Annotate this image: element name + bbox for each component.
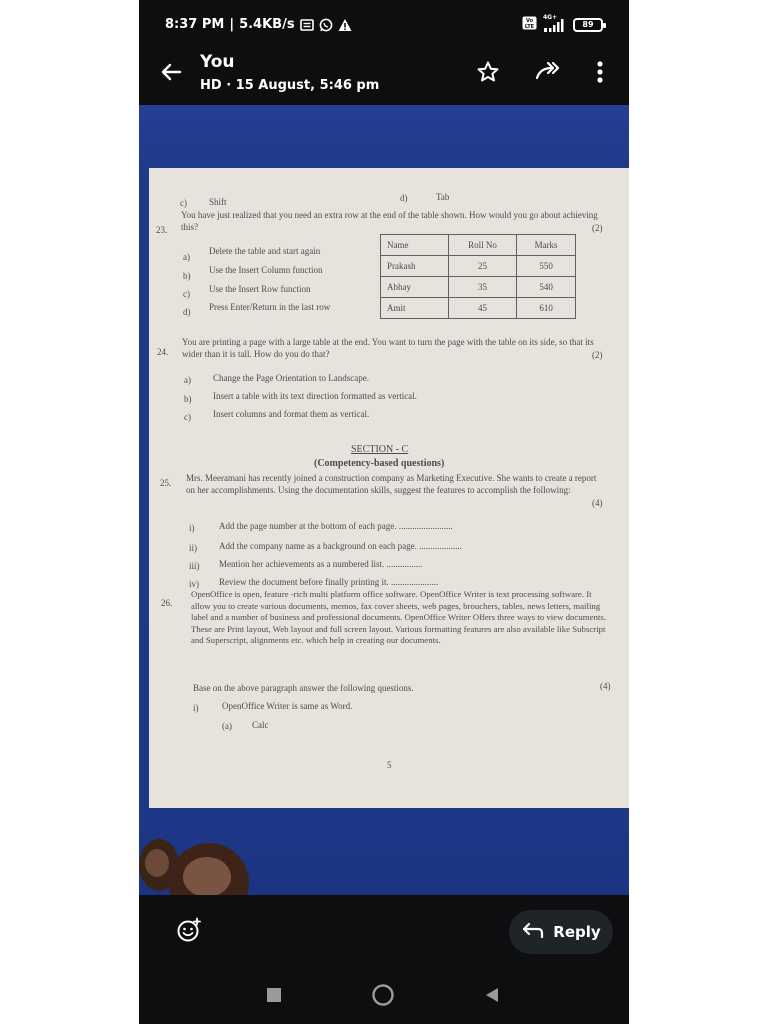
table-cell: 610 (517, 298, 576, 319)
option-text: Use the Insert Column function (209, 265, 323, 275)
item-key: iii) (189, 561, 200, 571)
status-separator: | (229, 17, 235, 32)
item-text: Add the page number at the bottom of each page. ........................ (219, 521, 453, 531)
more-options-button[interactable] (584, 58, 616, 90)
system-nav-bar (139, 970, 629, 1024)
table-header: Name (381, 235, 449, 256)
item-text: Add the company name as a background on each page. ................... (219, 541, 462, 551)
item-text: Mention her achievements as a numbered list. ................ (219, 559, 423, 569)
question-text: You have just realized that you need an extra row at the end of the table shown. How would you go about achieving this? (181, 210, 598, 232)
table-row (381, 298, 576, 319)
option-text: Calc (252, 720, 269, 730)
svg-text:LTE: LTE (524, 24, 535, 30)
option-text: Delete the table and start again (209, 246, 321, 256)
sender-name: You (200, 52, 235, 72)
reply-arrow-icon (521, 921, 545, 943)
option-key: a) (183, 252, 190, 262)
star-icon (476, 60, 500, 88)
status-left (165, 17, 352, 32)
whatsapp-media-viewer (139, 0, 629, 1024)
gallery-notification-icon (300, 18, 314, 32)
table-header: Marks (517, 235, 576, 256)
table-cell: 25 (448, 256, 516, 277)
network-speed: 5.4KB/s (239, 17, 295, 32)
exam-paper (149, 168, 629, 808)
option-key: c) (184, 412, 191, 422)
option-text: Press Enter/Return in the last row (209, 302, 331, 312)
table-cell: 45 (448, 298, 516, 319)
item-key: i) (193, 703, 199, 713)
nav-back-button[interactable] (477, 982, 507, 1012)
recents-square-icon (266, 987, 282, 1007)
table-cell: Amit (381, 298, 449, 319)
emoji-add-icon (176, 917, 202, 947)
table-header-row (381, 235, 576, 256)
section-title: SECTION - C (351, 444, 409, 455)
toe-illustration (139, 825, 249, 895)
reply-label: Reply (553, 923, 601, 941)
question-text: Mrs. Meeramani has recently joined a construction company as Marketing Executive. She wants to create a report on her accomplishments. Using the documentation skills, suggest the features to accomplish the following: (186, 473, 597, 495)
table-cell: Abhay (381, 277, 449, 298)
table-cell: 540 (517, 277, 576, 298)
recents-button[interactable] (259, 982, 289, 1012)
item-text: Review the document before finally printing it. ..................... (219, 577, 439, 587)
question-instruction: Base on the above paragraph answer the following questions. (193, 683, 414, 693)
table-row (381, 277, 576, 298)
table-cell: Prakash (381, 256, 449, 277)
question-marks: (4) (592, 498, 603, 508)
emoji-button[interactable] (169, 912, 209, 952)
question-number: 26. (161, 598, 173, 608)
option-text: Change the Page Orientation to Landscape. (213, 373, 369, 383)
option-text: Insert columns and format them as vertical. (213, 409, 370, 419)
question-passage: OpenOffice is open, feature -rich multi platform office software. OpenOffice Writer is text processing software. It allow you to create various documents, memos, fax cover sheets, web pages, brouchers, tables, news letters, mailing label and a number of business and professional documents. OpenOffice Writer Offers three ways to view documents. These are Print layout, Web layout and full screen layout. Various formatting features are also available like Subscript and Superscript, alignments etc. which help in creating our documents. (191, 589, 606, 645)
table-row (381, 256, 576, 277)
item-key: iv) (189, 579, 199, 589)
option-key: c) (180, 198, 187, 208)
item-text: OpenOffice Writer is same as Word. (222, 701, 353, 711)
option-key: a) (184, 375, 191, 385)
question-marks: (2) (592, 350, 603, 360)
home-circle-icon (371, 983, 395, 1011)
table-header: Roll No (448, 235, 516, 256)
more-vertical-icon (596, 60, 604, 88)
reply-button[interactable] (509, 910, 613, 954)
question-marks: (2) (592, 223, 603, 233)
option-key: d) (400, 193, 408, 203)
section-subtitle: (Competency-based questions) (314, 458, 445, 469)
question-text: You are printing a page with a large table at the end. You want to turn the page with the table on its side, so that its wider than it is tall. How do you do that? (182, 337, 594, 359)
option-key: b) (183, 271, 191, 281)
status-time: 8:37 PM (165, 17, 225, 32)
back-button[interactable] (155, 58, 187, 90)
home-button[interactable] (368, 982, 398, 1012)
question-number: 23. (156, 225, 168, 235)
battery-icon: 89 (573, 18, 603, 32)
item-key: i) (189, 523, 195, 533)
viewer-header (139, 50, 629, 105)
whatsapp-icon (319, 18, 333, 32)
option-text: Use the Insert Row function (209, 284, 311, 294)
table-cell: 35 (448, 277, 516, 298)
page-number: 5 (387, 760, 392, 770)
question-number: 24. (157, 347, 169, 357)
volte-icon (522, 15, 537, 34)
signal-icon (543, 13, 567, 33)
back-triangle-icon (484, 987, 500, 1007)
forward-icon (534, 60, 562, 88)
option-key: c) (183, 289, 190, 299)
media-timestamp: HD · 15 August, 5:46 pm (200, 78, 380, 93)
item-key: ii) (189, 543, 197, 553)
question-marks: (4) (600, 681, 611, 691)
option-text: Tab (436, 192, 450, 202)
back-arrow-icon (159, 60, 183, 88)
table-cell: 550 (517, 256, 576, 277)
option-text: Insert a table with its text direction formatted as vertical. (213, 391, 417, 401)
option-key: (a) (222, 721, 232, 731)
star-button[interactable] (472, 58, 504, 90)
student-table (380, 234, 576, 319)
option-text: Shift (209, 197, 227, 207)
status-bar (139, 0, 629, 50)
media-image[interactable] (139, 105, 629, 895)
question-number: 25. (160, 478, 172, 488)
warning-icon (338, 18, 352, 32)
network-type-label: 4G+ (543, 13, 558, 21)
forward-button[interactable] (532, 58, 564, 90)
option-key: b) (184, 394, 192, 404)
status-right (522, 15, 603, 34)
svg-text:Vo: Vo (525, 18, 534, 24)
option-key: d) (183, 307, 191, 317)
